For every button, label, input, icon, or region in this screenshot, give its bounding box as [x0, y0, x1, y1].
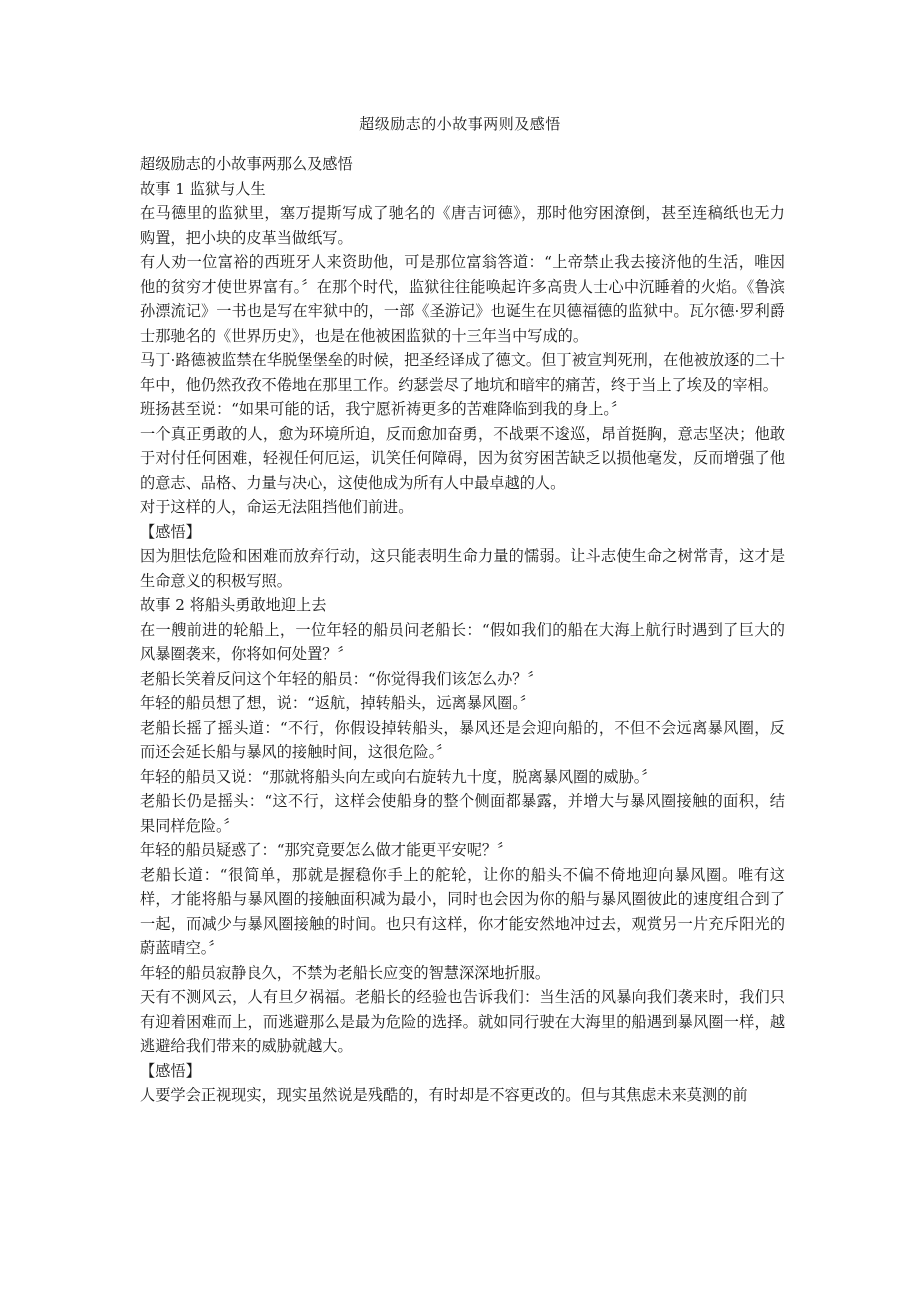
- insight-heading: 【感悟】: [140, 522, 201, 541]
- paragraph: 对于这样的人，命运无法阻挡他们前进。: [140, 498, 414, 516]
- subtitle: 超级励志的小故事两那么及感悟: [140, 155, 353, 173]
- paragraph: 一个真正勇敢的人，愈为环境所迫，反而愈加奋勇，不战栗不逡巡，昂首挺胸，意志坚决；他敢于对付任何困难，轻视任何厄运，讥笑任何障碍，因为贫穷困苦缺乏以损他毫发，反而增强了他的意志、品格、力量与决心，这使他成为所有人中最卓越的人。: [140, 424, 785, 492]
- paragraph: 老船长摇了摇头道：“不行，你假设掉转船头，暴风还是会迎向船的，不但不会远离暴风圈，反而还会延长船与暴风的接触时间，这很危险。〞: [140, 718, 785, 761]
- paragraph: 老船长笑着反问这个年轻的船员：“你觉得我们该怎么办？〞: [140, 669, 543, 688]
- paragraph: 因为胆怯危险和困难而放弃行动，这只能表明生命力量的懦弱。让斗志使生命之树常青，这才是生命意义的积极写照。: [140, 547, 785, 590]
- paragraph: 马丁·路德被监禁在华脱堡堡垒的时候，把圣经译成了德文。但丁被宣判死刑，在他被放逐的二十年中，他仍然孜孜不倦地在那里工作。约瑟尝尽了地坑和暗牢的痛苦，终于当上了埃及的宰相。: [140, 351, 785, 394]
- paragraph: 老船长道：“很简单，那就是握稳你手上的舵轮，让你的船头不偏不倚地迎向暴风圈。唯有这样，才能将船与暴风圈的接触面积减为最小，同时也会因为你的船与暴风圈彼此的速度组合到了一起，而减少与暴风圈接触的时间。也只有这样，你才能安然地冲过去，观赏另一片充斥阳光的蔚蓝晴空。〞: [140, 865, 785, 957]
- paragraph: 老船长仍是摇头：“这不行，这样会使船身的整个侧面都暴露，并增大与暴风圈接触的面积，结果同样危险。〞: [140, 792, 785, 835]
- document-body: [140, 152, 785, 1108]
- paragraph: 在一艘前进的轮船上，一位年轻的船员问老船长：“假如我们的船在大海上航行时遇到了巨大的风暴圈袭来，你将如何处置？〞: [140, 620, 785, 663]
- paragraph: 班扬甚至说：“如果可能的话，我宁愿祈祷更多的苦难降临到我的身上。〞: [140, 400, 627, 418]
- document-title: 超级励志的小故事两则及感悟: [359, 115, 561, 133]
- paragraph: 在马德里的监狱里，塞万提斯写成了驰名的《唐吉诃德》，那时他穷困潦倒，甚至连稿纸也无力购置，把小块的皮革当做纸写。: [140, 204, 785, 247]
- paragraph: 天有不测风云，人有旦夕祸福。老船长的经验也告诉我们：当生活的风暴向我们袭来时，我们只有迎着困难而上，而逃避那么是最为危险的选择。就如同行驶在大海里的船遇到暴风圈一样，越逃避给我们带来的威胁就越大。: [140, 988, 785, 1055]
- paragraph: 年轻的船员疑惑了：“那究竟要怎么做才能更平安呢？〞: [140, 841, 513, 859]
- paragraph: 年轻的船员寂静良久，不禁为老船长应变的智慧深深地折服。: [140, 963, 551, 982]
- story-2-heading: 故事 2 将船头勇敢地迎上去: [140, 596, 327, 614]
- paragraph: 有人劝一位富裕的西班牙人来资助他，可是那位富翁答道：“上帝禁止我去接济他的生活，唯因他的贫穷才使世界富有。〞在那个时代，监狱往往能唤起许多高贵人士心中沉睡着的火焰。《鲁滨孙漂流记》一书也是写在牢狱中的，一部《圣游记》也诞生在贝德福德的监狱中。瓦尔德·罗利爵士那驰名的《世界历史》，也是在他被困监狱的十三年当中写成的。: [140, 253, 785, 345]
- paragraph: 人要学会正视现实，现实虽然说是残酷的，有时却是不容更改的。但与其焦虑未来莫测的前: [140, 1086, 748, 1104]
- paragraph: 年轻的船员又说：“那就将船头向左或向右旋转九十度，脱离暴风圈的威胁。〞: [140, 767, 657, 786]
- insight-heading: 【感悟】: [140, 1061, 201, 1080]
- paragraph: 年轻的船员想了想，说：“返航，掉转船头，远离暴风圈。〞: [140, 694, 536, 712]
- story-1-heading: 故事 1 监狱与人生: [140, 179, 266, 198]
